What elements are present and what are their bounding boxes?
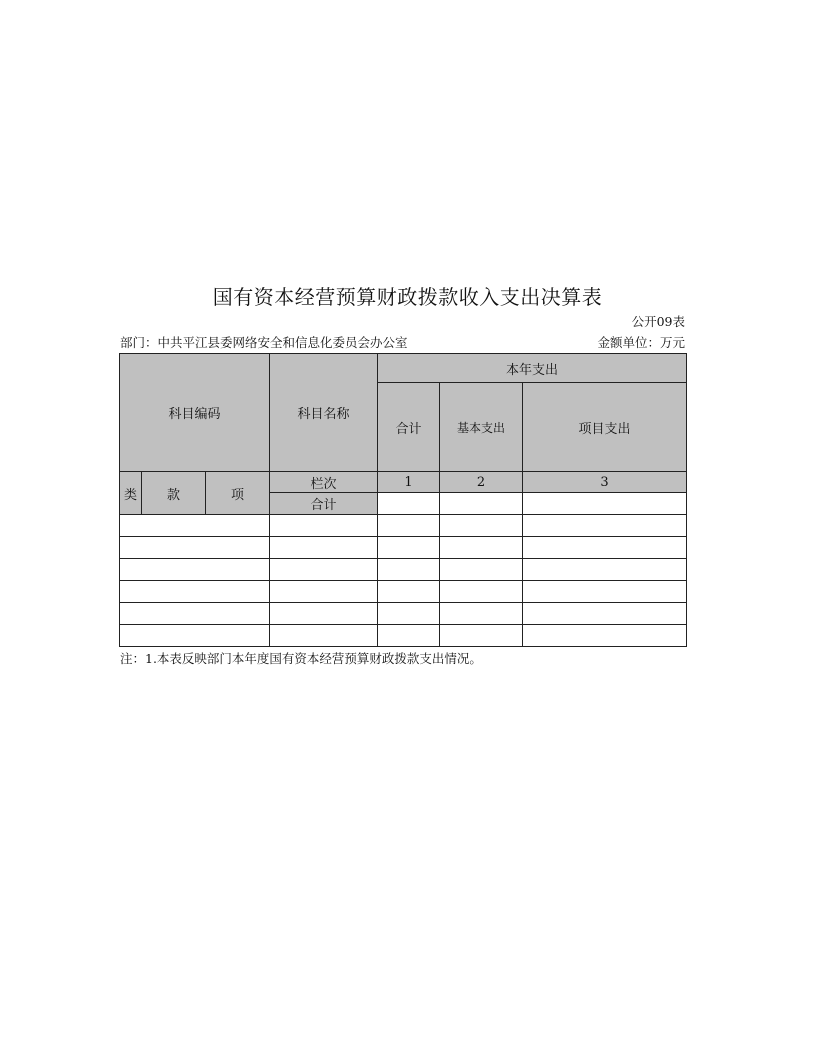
row-basic-cell bbox=[440, 515, 523, 537]
row-subject-name-cell bbox=[270, 625, 378, 647]
row-subject-name-cell bbox=[270, 515, 378, 537]
row-subject-name-cell bbox=[270, 603, 378, 625]
budget-table bbox=[119, 353, 687, 647]
header-column-index: 栏次 bbox=[270, 472, 378, 493]
table-row bbox=[120, 603, 687, 625]
footnote: 注：1.本表反映部门本年度国有资本经营预算财政拨款支出情况。 bbox=[120, 651, 482, 666]
row-basic-cell bbox=[440, 625, 523, 647]
row-total-cell bbox=[378, 625, 440, 647]
row-subject-code-cell bbox=[120, 559, 270, 581]
row-project-cell bbox=[523, 537, 687, 559]
table-row bbox=[120, 625, 687, 647]
row-subject-name-cell bbox=[270, 559, 378, 581]
row-total-cell bbox=[378, 603, 440, 625]
row-subject-name-cell bbox=[270, 537, 378, 559]
header-project-expense: 项目支出 bbox=[523, 383, 687, 472]
row-basic-cell bbox=[440, 537, 523, 559]
header-total: 合计 bbox=[378, 383, 440, 472]
row-project-cell bbox=[523, 625, 687, 647]
row-subject-code-cell bbox=[120, 603, 270, 625]
row-project-cell bbox=[523, 559, 687, 581]
header-lei: 类 bbox=[120, 472, 142, 515]
row-subject-code-cell bbox=[120, 537, 270, 559]
header-subject-name: 科目名称 bbox=[270, 354, 378, 472]
row-total-cell bbox=[378, 537, 440, 559]
row-project-cell bbox=[523, 515, 687, 537]
header-subject-code: 科目编码 bbox=[120, 354, 270, 472]
row-subject-code-cell bbox=[120, 581, 270, 603]
total-row-label: 合计 bbox=[270, 493, 378, 515]
header-xiang: 项 bbox=[206, 472, 270, 515]
header-basic-expense: 基本支出 bbox=[440, 383, 523, 472]
row-project-cell bbox=[523, 603, 687, 625]
document-title: 国有资本经营预算财政拨款收入支出决算表 bbox=[212, 285, 603, 309]
department-label: 部门：中共平江县委网络安全和信息化委员会办公室 bbox=[120, 335, 408, 350]
form-number: 公开09表 bbox=[631, 314, 685, 329]
amount-unit-label: 金额单位：万元 bbox=[597, 335, 685, 350]
column-number-3: 3 bbox=[523, 472, 687, 493]
total-row-project-cell bbox=[523, 493, 687, 515]
row-total-cell bbox=[378, 515, 440, 537]
table-row bbox=[120, 581, 687, 603]
header-current-year-expense: 本年支出 bbox=[378, 354, 687, 383]
table-row bbox=[120, 559, 687, 581]
table-row bbox=[120, 515, 687, 537]
header-kuan: 款 bbox=[142, 472, 206, 515]
row-basic-cell bbox=[440, 603, 523, 625]
table-row bbox=[120, 537, 687, 559]
total-row-basic-cell bbox=[440, 493, 523, 515]
column-number-1: 1 bbox=[378, 472, 440, 493]
total-row-total-cell bbox=[378, 493, 440, 515]
row-subject-code-cell bbox=[120, 625, 270, 647]
column-number-2: 2 bbox=[440, 472, 523, 493]
row-total-cell bbox=[378, 559, 440, 581]
row-subject-name-cell bbox=[270, 581, 378, 603]
row-basic-cell bbox=[440, 581, 523, 603]
row-basic-cell bbox=[440, 559, 523, 581]
row-total-cell bbox=[378, 581, 440, 603]
row-project-cell bbox=[523, 581, 687, 603]
row-subject-code-cell bbox=[120, 515, 270, 537]
